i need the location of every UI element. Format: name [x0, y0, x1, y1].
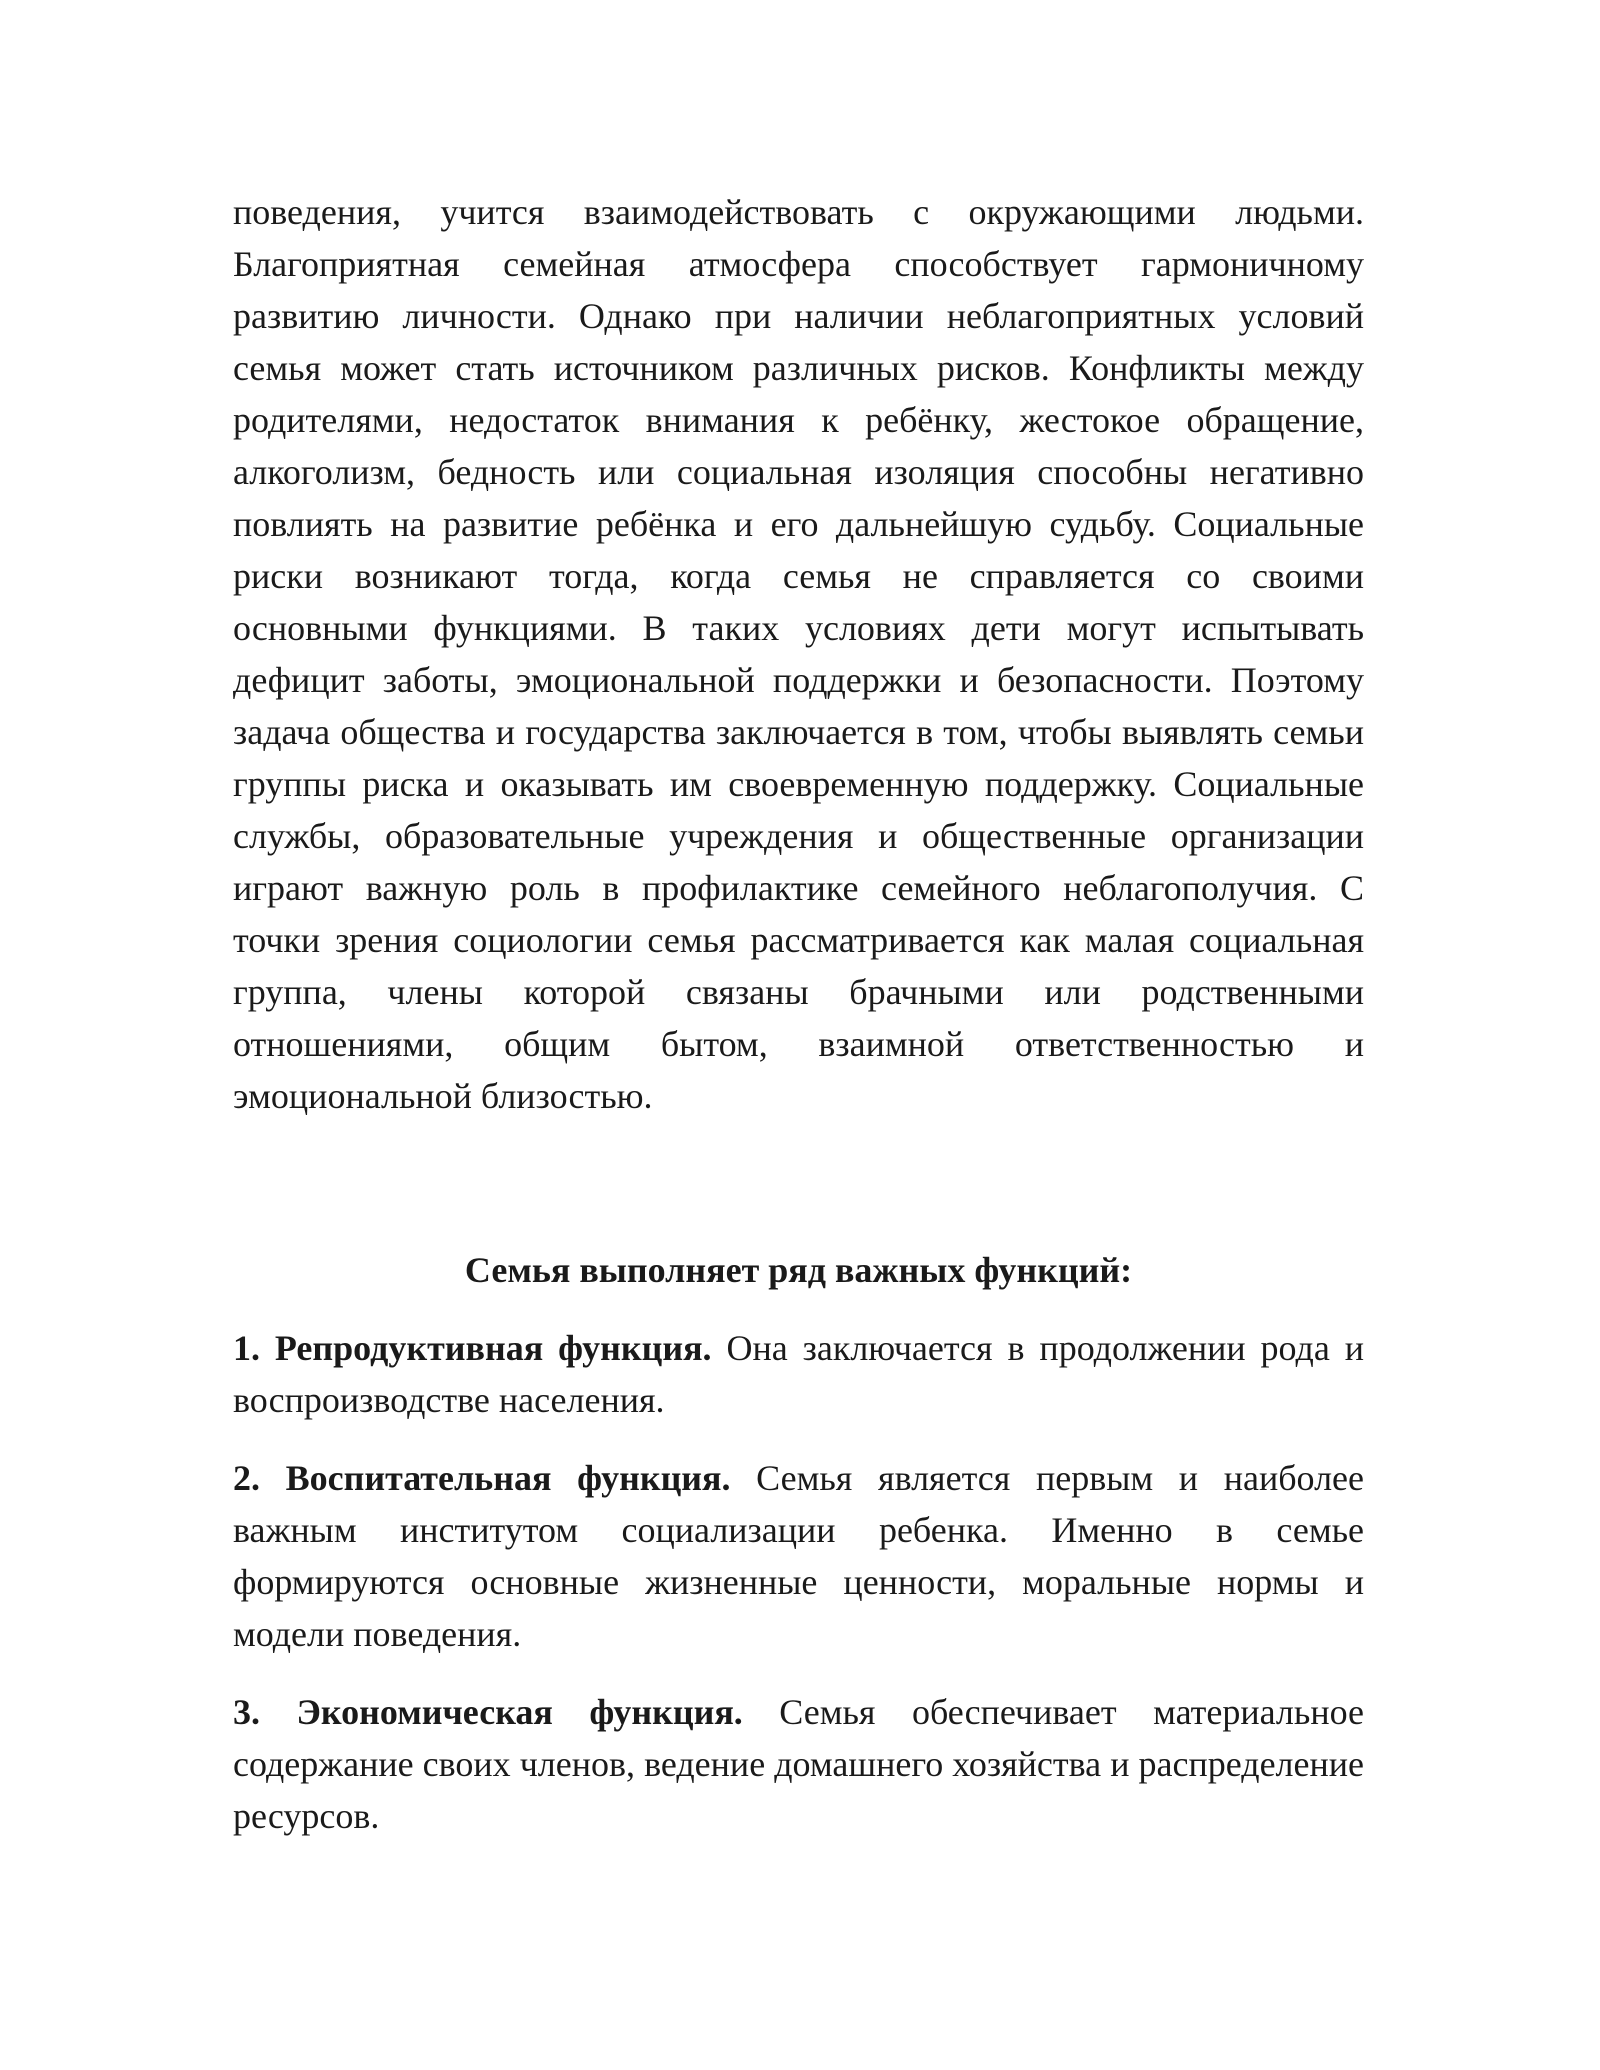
intro-paragraph: поведения, учится взаимодействовать с окружающими людьми. Благоприятная семейная атмосфера способствует гармоничному развитию личности. Однако при наличии неблагоприятных условий семья может стать источником различных рисков. Конфликты между родителями, недостаток внимания к ребёнку, жестокое обращение, алкоголизм, бедность или социальная изоляция способны негативно повлиять на развитие ребёнка и его дальнейшую судьбу. Социальные риски возникают тогда, когда семья не справляется со своими основными функциями. В таких условиях дети могут испытывать дефицит заботы, эмоциональной поддержки и безопасности. Поэтому задача общества и государства заключается в том, чтобы выявлять семьи группы риска и оказывать им своевременную поддержку. Социальные службы, образовательные учреждения и общественные организации играют важную роль в профилактике семейного неблагополучия. С точки зрения социологии семья рассматривается как малая социальная группа, члены которой связаны брачными или родственными отношениями, общим бытом, взаимной ответственностью и эмоциональной близостью.: [233, 192, 1364, 1116]
document-page: [233, 186, 1364, 1842]
function-text: Семья обеспечивает материальное содержание своих членов, ведение домашнего хозяйства и распределение ресурсов.: [233, 1692, 1364, 1836]
function-item-educational: [233, 1452, 1364, 1660]
function-item-reproductive: [233, 1322, 1364, 1426]
function-title: 1. Репродуктивная функция.: [233, 1328, 712, 1368]
function-item-economic: [233, 1686, 1364, 1842]
function-title: 3. Экономическая функция.: [233, 1692, 743, 1732]
function-text: Она заключается в продолжении рода и воспроизводстве населения.: [233, 1328, 1365, 1420]
function-title: 2. Воспитательная функция.: [233, 1458, 731, 1498]
function-text: Семья является первым и наиболее важным институтом социализации ребенка. Именно в семье формируются основные жизненные ценности, моральные нормы и модели поведения.: [233, 1458, 1364, 1654]
section-heading: Семья выполняет ряд важных функций:: [464, 1250, 1133, 1290]
